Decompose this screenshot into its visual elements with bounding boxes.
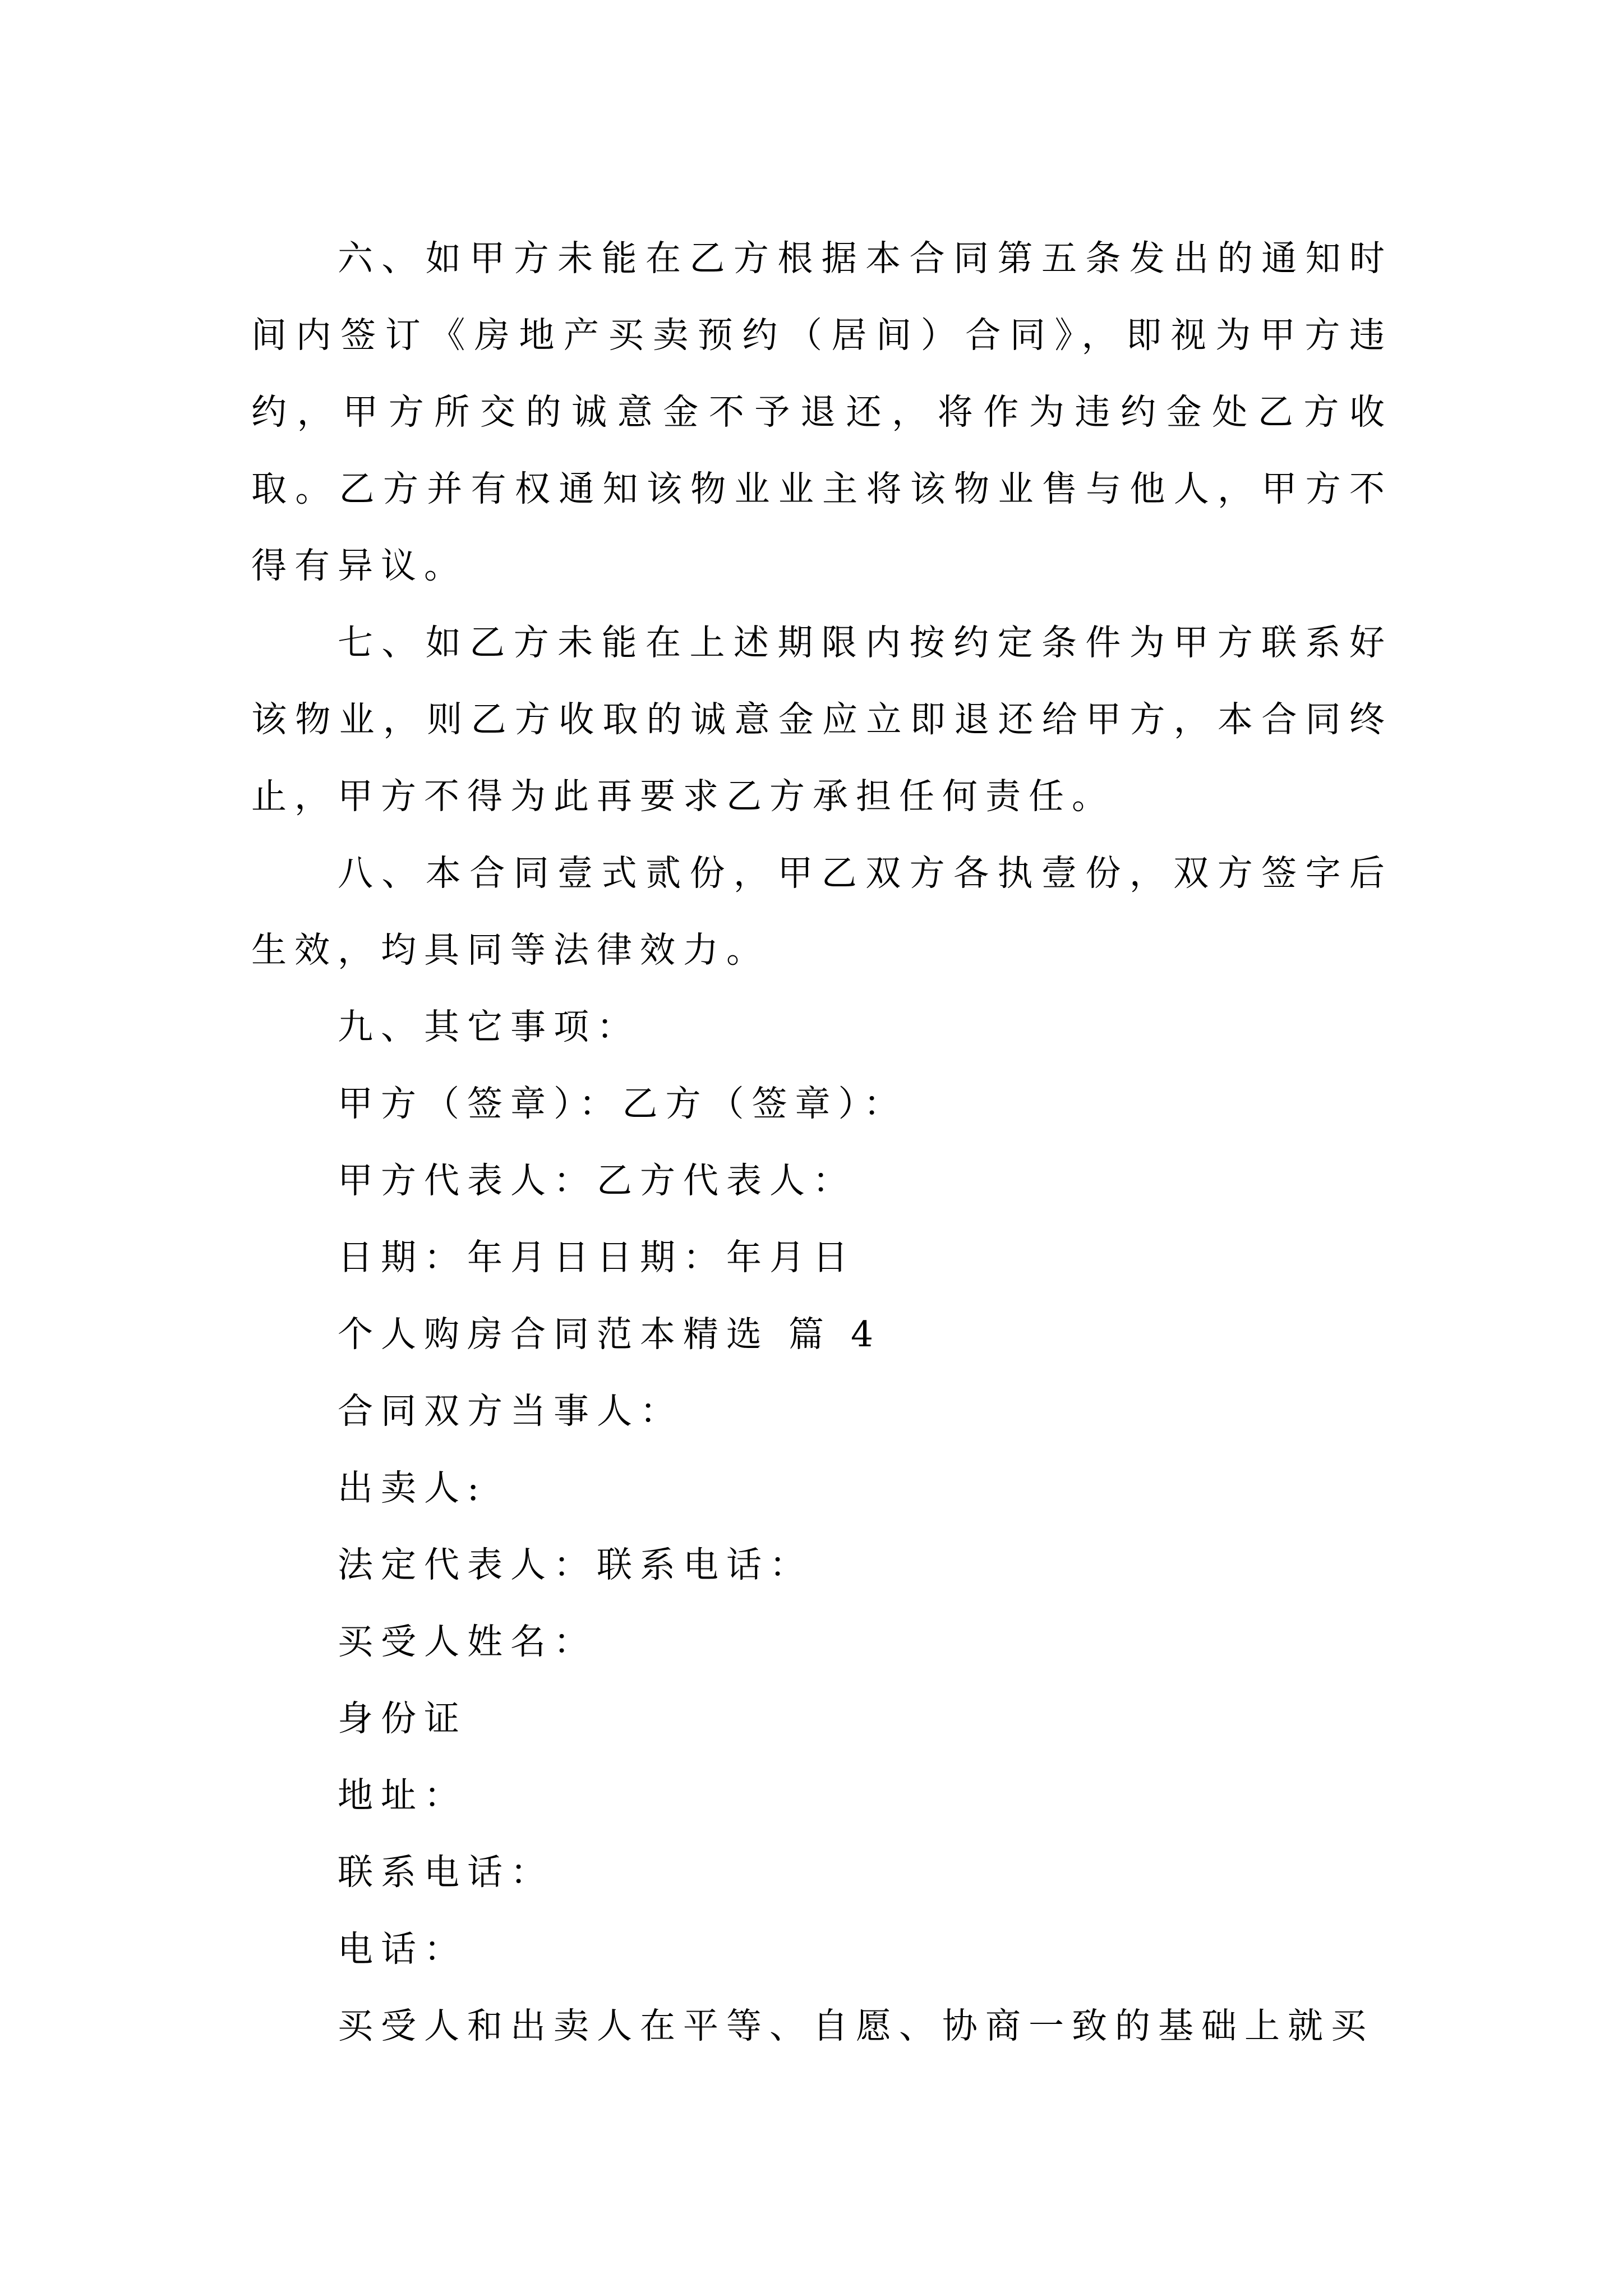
- agreement-intro: 买受人和出卖人在平等、自愿、协商一致的基础上就买: [338, 2005, 1374, 2046]
- section-heading: 个人购房合同范本精选 篇 4: [338, 1314, 882, 1355]
- contact-phone-label: 联系电话：: [338, 1852, 554, 1893]
- seller-label: 出卖人:: [338, 1467, 487, 1508]
- clause-six: 六、如甲方未能在乙方根据本合同第五条发出的通知时间内签订《房地产买卖预约（居间）合同》，即视为甲方违约，甲方所交的诚意金不予退还，将作为违约金处乙方收取。乙方并有权通知该物业业主将该物业售与他人，甲方不得有异议。: [251, 238, 1393, 586]
- buyer-name-label: 买受人姓名：: [338, 1621, 597, 1662]
- clause-seven: 七、如乙方未能在上述期限内按约定条件为甲方联系好该物业，则乙方收取的诚意金应立即退还给甲方，本合同终止，甲方不得为此再要求乙方承担任何责任。: [251, 622, 1393, 817]
- signature-line: 甲方（签章）：乙方（签章）：: [338, 1083, 907, 1124]
- clause-nine: 九、其它事项：: [338, 1006, 640, 1047]
- legal-representative-label: 法定代表人：联系电话：: [338, 1544, 813, 1585]
- parties-label: 合同双方当事人：: [338, 1391, 683, 1432]
- id-card-label: 身份证: [338, 1698, 467, 1739]
- document-body: [251, 220, 1393, 2064]
- date-line: 日期：年月日日期：年月日: [338, 1237, 856, 1278]
- representative-line: 甲方代表人：乙方代表人：: [338, 1160, 856, 1201]
- clause-eight: 八、本合同壹式贰份，甲乙双方各执壹份，双方签字后生效，均具同等法律效力。: [251, 853, 1393, 970]
- address-label: 地址：: [338, 1775, 467, 1816]
- phone-label: 电话：: [338, 1929, 467, 1970]
